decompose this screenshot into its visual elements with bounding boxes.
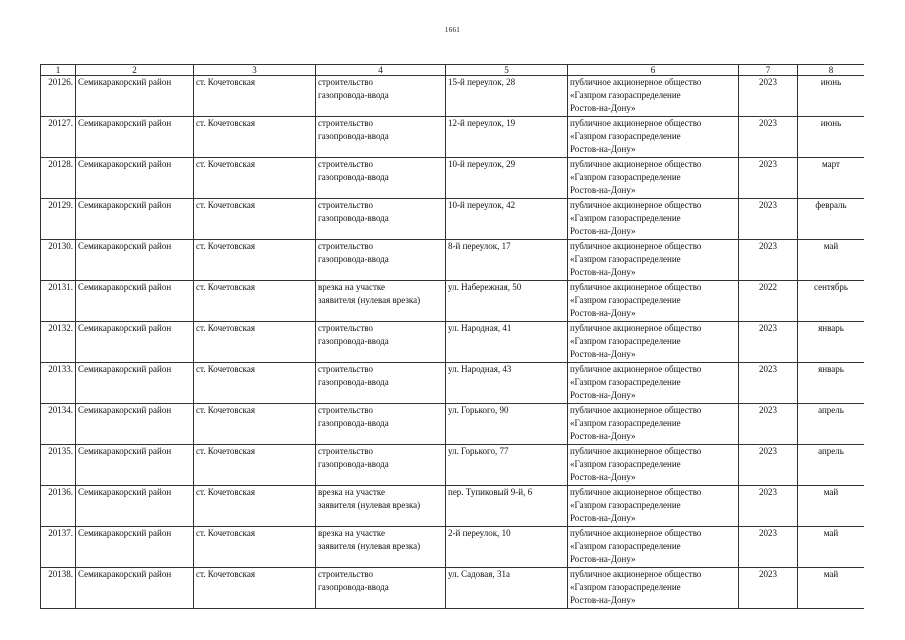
settlement-cell: ст. Кочетовская xyxy=(194,445,316,486)
address-cell: ул. Горького, 77 xyxy=(446,445,568,486)
column-header: 7 xyxy=(739,65,798,76)
month-cell: май xyxy=(798,568,865,609)
column-header: 1 xyxy=(41,65,76,76)
table-row xyxy=(41,568,865,609)
table-row xyxy=(41,486,865,527)
column-header: 8 xyxy=(798,65,865,76)
month-cell: март xyxy=(798,158,865,199)
address-cell: пер. Тупиковый 9-й, 6 xyxy=(446,486,568,527)
settlement-cell: ст. Кочетовская xyxy=(194,117,316,158)
district-cell: Семикаракорский район xyxy=(76,281,194,322)
table-row xyxy=(41,322,865,363)
table-row xyxy=(41,404,865,445)
work-type-cell: строительство газопровода-ввода xyxy=(316,158,446,199)
address-cell: ул. Садовая, 31а xyxy=(446,568,568,609)
row-number-cell: 20136. xyxy=(41,486,76,527)
organization-cell: публичное акционерное общество «Газпром газораспределение Ростов-на-Дону» xyxy=(568,486,739,527)
month-cell: сентябрь xyxy=(798,281,865,322)
district-cell: Семикаракорский район xyxy=(76,363,194,404)
work-type-cell: строительство газопровода-ввода xyxy=(316,445,446,486)
settlement-cell: ст. Кочетовская xyxy=(194,76,316,117)
table-row xyxy=(41,445,865,486)
settlement-cell: ст. Кочетовская xyxy=(194,281,316,322)
organization-cell: публичное акционерное общество «Газпром газораспределение Ростов-на-Дону» xyxy=(568,76,739,117)
work-type-cell: строительство газопровода-ввода xyxy=(316,76,446,117)
address-cell: 10-й переулок, 29 xyxy=(446,158,568,199)
row-number-cell: 20129. xyxy=(41,199,76,240)
row-number-cell: 20134. xyxy=(41,404,76,445)
organization-cell: публичное акционерное общество «Газпром газораспределение Ростов-на-Дону» xyxy=(568,199,739,240)
district-cell: Семикаракорский район xyxy=(76,199,194,240)
district-cell: Семикаракорский район xyxy=(76,404,194,445)
district-cell: Семикаракорский район xyxy=(76,322,194,363)
table-row xyxy=(41,199,865,240)
column-header: 5 xyxy=(446,65,568,76)
organization-cell: публичное акционерное общество «Газпром газораспределение Ростов-на-Дону» xyxy=(568,363,739,404)
year-cell: 2022 xyxy=(739,281,798,322)
settlement-cell: ст. Кочетовская xyxy=(194,363,316,404)
table-row xyxy=(41,281,865,322)
organization-cell: публичное акционерное общество «Газпром газораспределение Ростов-на-Дону» xyxy=(568,158,739,199)
work-type-cell: строительство газопровода-ввода xyxy=(316,322,446,363)
row-number-cell: 20137. xyxy=(41,527,76,568)
row-number-cell: 20127. xyxy=(41,117,76,158)
work-type-cell: строительство газопровода-ввода xyxy=(316,363,446,404)
year-cell: 2023 xyxy=(739,158,798,199)
address-cell: 2-й переулок, 10 xyxy=(446,527,568,568)
table-row xyxy=(41,117,865,158)
column-number-header-row xyxy=(41,65,865,76)
organization-cell: публичное акционерное общество «Газпром газораспределение Ростов-на-Дону» xyxy=(568,568,739,609)
year-cell: 2023 xyxy=(739,322,798,363)
page-number: 1661 xyxy=(444,26,461,34)
settlement-cell: ст. Кочетовская xyxy=(194,199,316,240)
address-cell: ул. Народная, 43 xyxy=(446,363,568,404)
row-number-cell: 20126. xyxy=(41,76,76,117)
work-type-cell: строительство газопровода-ввода xyxy=(316,199,446,240)
organization-cell: публичное акционерное общество «Газпром газораспределение Ростов-на-Дону» xyxy=(568,281,739,322)
settlement-cell: ст. Кочетовская xyxy=(194,404,316,445)
year-cell: 2023 xyxy=(739,240,798,281)
year-cell: 2023 xyxy=(739,363,798,404)
table-row xyxy=(41,76,865,117)
year-cell: 2023 xyxy=(739,76,798,117)
work-type-cell: строительство газопровода-ввода xyxy=(316,240,446,281)
month-cell: январь xyxy=(798,322,865,363)
address-cell: 15-й переулок, 28 xyxy=(446,76,568,117)
settlement-cell: ст. Кочетовская xyxy=(194,568,316,609)
organization-cell: публичное акционерное общество «Газпром газораспределение Ростов-на-Дону» xyxy=(568,240,739,281)
work-type-cell: врезка на участке заявителя (нулевая врезка) xyxy=(316,281,446,322)
column-header: 2 xyxy=(76,65,194,76)
settlement-cell: ст. Кочетовская xyxy=(194,322,316,363)
settlement-cell: ст. Кочетовская xyxy=(194,486,316,527)
district-cell: Семикаракорский район xyxy=(76,158,194,199)
work-type-cell: врезка на участке заявителя (нулевая врезка) xyxy=(316,486,446,527)
organization-cell: публичное акционерное общество «Газпром газораспределение Ростов-на-Дону» xyxy=(568,527,739,568)
column-header: 6 xyxy=(568,65,739,76)
address-cell: 12-й переулок, 19 xyxy=(446,117,568,158)
table-row xyxy=(41,240,865,281)
district-cell: Семикаракорский район xyxy=(76,527,194,568)
organization-cell: публичное акционерное общество «Газпром газораспределение Ростов-на-Дону» xyxy=(568,404,739,445)
gasification-schedule-table-container xyxy=(40,64,864,640)
address-cell: ул. Народная, 41 xyxy=(446,322,568,363)
month-cell: май xyxy=(798,486,865,527)
month-cell: апрель xyxy=(798,404,865,445)
month-cell: февраль xyxy=(798,199,865,240)
month-cell: июнь xyxy=(798,76,865,117)
row-number-cell: 20133. xyxy=(41,363,76,404)
work-type-cell: врезка на участке заявителя (нулевая врезка) xyxy=(316,527,446,568)
table-row xyxy=(41,527,865,568)
district-cell: Семикаракорский район xyxy=(76,568,194,609)
address-cell: 8-й переулок, 17 xyxy=(446,240,568,281)
work-type-cell: строительство газопровода-ввода xyxy=(316,117,446,158)
month-cell: январь xyxy=(798,363,865,404)
settlement-cell: ст. Кочетовская xyxy=(194,158,316,199)
row-number-cell: 20131. xyxy=(41,281,76,322)
district-cell: Семикаракорский район xyxy=(76,76,194,117)
organization-cell: публичное акционерное общество «Газпром газораспределение Ростов-на-Дону» xyxy=(568,445,739,486)
column-header: 3 xyxy=(194,65,316,76)
year-cell: 2023 xyxy=(739,117,798,158)
column-header: 4 xyxy=(316,65,446,76)
month-cell: апрель xyxy=(798,445,865,486)
year-cell: 2023 xyxy=(739,445,798,486)
row-number-cell: 20138. xyxy=(41,568,76,609)
row-number-cell: 20135. xyxy=(41,445,76,486)
table-row xyxy=(41,363,865,404)
district-cell: Семикаракорский район xyxy=(76,117,194,158)
address-cell: ул. Набережная, 50 xyxy=(446,281,568,322)
gasification-schedule-table xyxy=(40,64,864,609)
year-cell: 2023 xyxy=(739,404,798,445)
year-cell: 2023 xyxy=(739,486,798,527)
district-cell: Семикаракорский район xyxy=(76,445,194,486)
district-cell: Семикаракорский район xyxy=(76,486,194,527)
address-cell: 10-й переулок, 42 xyxy=(446,199,568,240)
settlement-cell: ст. Кочетовская xyxy=(194,240,316,281)
organization-cell: публичное акционерное общество «Газпром газораспределение Ростов-на-Дону» xyxy=(568,322,739,363)
month-cell: май xyxy=(798,240,865,281)
table-row xyxy=(41,158,865,199)
year-cell: 2023 xyxy=(739,568,798,609)
year-cell: 2023 xyxy=(739,527,798,568)
organization-cell: публичное акционерное общество «Газпром газораспределение Ростов-на-Дону» xyxy=(568,117,739,158)
settlement-cell: ст. Кочетовская xyxy=(194,527,316,568)
district-cell: Семикаракорский район xyxy=(76,240,194,281)
year-cell: 2023 xyxy=(739,199,798,240)
work-type-cell: строительство газопровода-ввода xyxy=(316,404,446,445)
row-number-cell: 20130. xyxy=(41,240,76,281)
address-cell: ул. Горького, 90 xyxy=(446,404,568,445)
row-number-cell: 20132. xyxy=(41,322,76,363)
work-type-cell: строительство газопровода-ввода xyxy=(316,568,446,609)
month-cell: июнь xyxy=(798,117,865,158)
row-number-cell: 20128. xyxy=(41,158,76,199)
month-cell: май xyxy=(798,527,865,568)
